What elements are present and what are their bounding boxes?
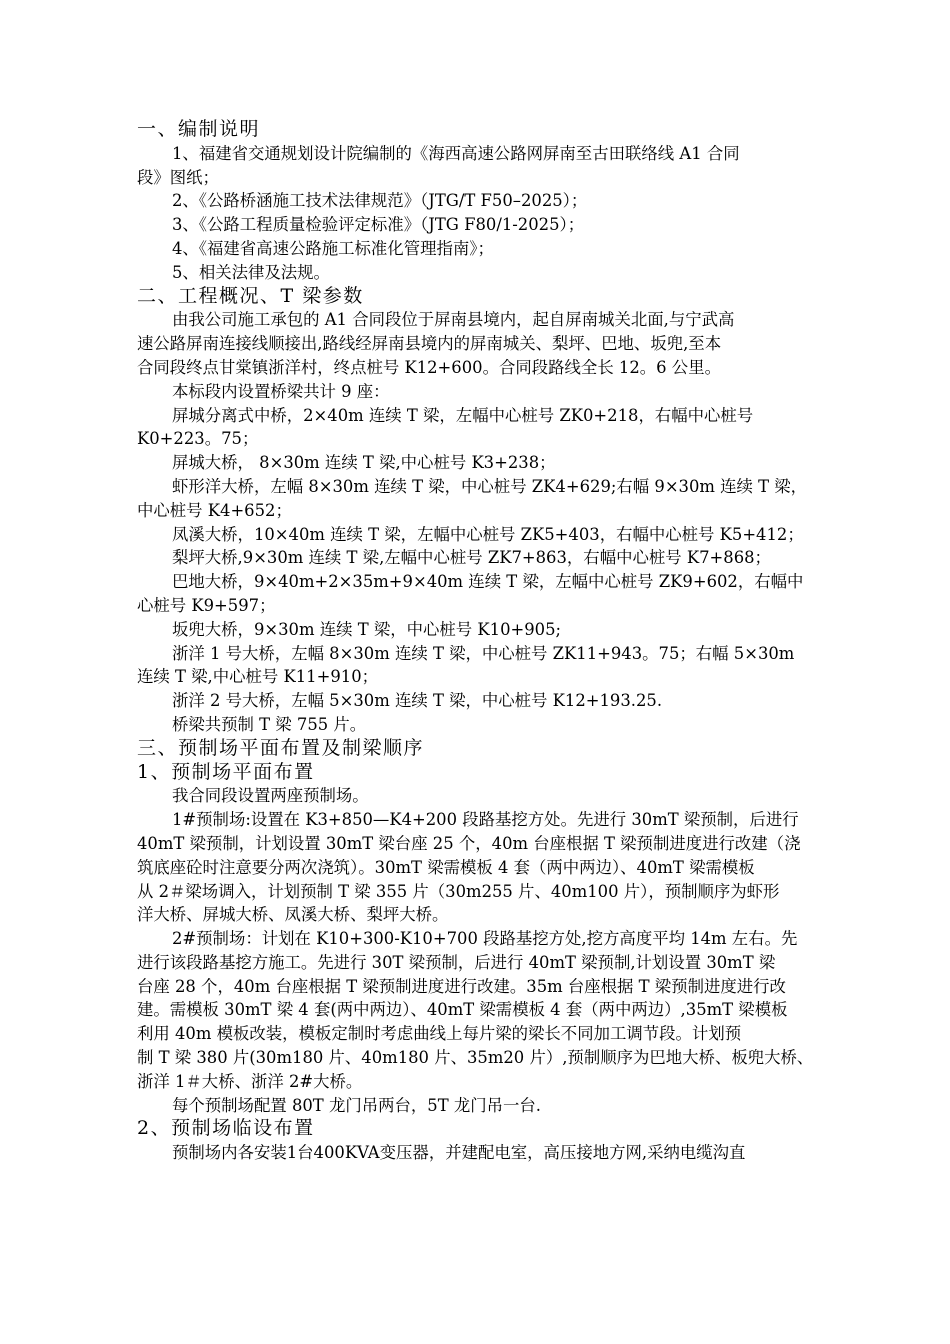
text-line: 每个预制场配置 80T 龙门吊两台，5T 龙门吊一台. <box>172 1095 542 1115</box>
text-line: 浙洋 1＃大桥、浙洋 2#大桥。 <box>137 1071 363 1091</box>
text-line: 心桩号 K9+597； <box>137 595 276 615</box>
text-line: 进行该段路基挖方施工。先进行 30T 梁预制，后进行 40mT 梁预制,计划设置 30mT 梁 <box>137 952 776 972</box>
text-line: 梨坪大桥,9×30m 连续 T 梁,左幅中心桩号 ZK7+863，右幅中心桩号 K7+868； <box>172 548 771 568</box>
text-line: 速公路屏南连接线顺接出,路线经屏南县境内的屏南城关、梨坪、巴地、坂兜,至本 <box>137 334 722 354</box>
text-line: 浙洋 1 号大桥，左幅 8×30m 连续 T 梁，中心桩号 ZK11+943。75；右幅 5×30m <box>172 643 795 663</box>
text-line: 2、《公路桥涵施工技术法律规范》（JTG/T F50–2025）； <box>172 191 588 211</box>
text-line: 40mT 梁预制，计划设置 30mT 梁台座 25 个，40m 台座根据 T 梁预制进度进行改建（浇 <box>137 833 801 853</box>
text-line: 4、《福建省高速公路施工标准化管理指南》； <box>172 238 494 258</box>
text-line: 利用 40m 模板改装，模板定制时考虑曲线上每片梁的梁长不同加工调节段。计划预 <box>137 1024 742 1044</box>
text-line: 凤溪大桥，10×40m 连续 T 梁，左幅中心桩号 ZK5+403，右幅中心桩号 K5+412； <box>172 524 804 544</box>
text-line: 从 2＃梁场调入，计划预制 T 梁 355 片（30m255 片、40m100 片），预制顺序为虾形 <box>137 881 780 901</box>
text-line: 建。需模板 30mT 梁 4 套(两中两边）、40mT 梁需模板 4 套（两中两边）,35mT 梁模板 <box>137 1000 788 1020</box>
section-heading: 2、预制场临设布置 <box>137 1117 315 1140</box>
text-line: 3、《公路工程质量检验评定标准》（JTG F80/1-2025）； <box>172 215 585 235</box>
section-heading: 二、工程概况、T 梁参数 <box>137 284 364 307</box>
text-line: 1、福建省交通规划设计院编制的《海西高速公路网屏南至古田联络线 A1 合同 <box>172 143 740 163</box>
text-line: 台座 28 个，40m 台座根据 T 梁预制进度进行改建。35m 台座根据 T 梁预制进度进行改 <box>137 976 786 996</box>
text-line: 制 T 梁 380 片(30m180 片、40m180 片、35m20 片）,预制顺序为巴地大桥、板兜大桥、 <box>137 1048 814 1068</box>
text-line: 由我公司施工承包的 A1 合同段位于屏南县境内，起自屏南城关北面,与宁武高 <box>172 310 735 330</box>
text-line: 屏城分离式中桥，2×40m 连续 T 梁，左幅中心桩号 ZK0+218，右幅中心桩号 <box>172 405 754 425</box>
text-line: K0+223。75； <box>137 429 259 449</box>
section-heading: 三、预制场平面布置及制梁顺序 <box>137 736 425 759</box>
text-line: 预制场内各安装1台400KVA变压器，并建配电室，高压接地方网,采纳电缆沟直 <box>172 1143 746 1163</box>
text-line: 合同段终点甘棠镇浙洋村，终点桩号 K12+600。合同段路线全长 12。6 公里。 <box>137 357 721 377</box>
text-line: 巴地大桥，9×40m+2×35m+9×40m 连续 T 梁，左幅中心桩号 ZK9+602，右幅中 <box>172 572 804 592</box>
text-line: 洋大桥、屏城大桥、凤溪大桥、梨坪大桥。 <box>137 905 449 925</box>
text-line: 桥梁共预制 T 梁 755 片。 <box>172 714 367 734</box>
text-line: 段》图纸； <box>137 167 219 187</box>
text-line: 虾形洋大桥，左幅 8×30m 连续 T 梁，中心桩号 ZK4+629;右幅 9×30m 连续 T 梁， <box>172 476 808 496</box>
text-line: 连续 T 梁,中心桩号 K11+910； <box>137 667 379 687</box>
text-line: 坂兜大桥，9×30m 连续 T 梁，中心桩号 K10+905; <box>172 619 562 639</box>
document-body <box>137 118 837 1165</box>
text-line: 中心桩号 K4+652； <box>137 500 292 520</box>
text-line: 屏城大桥， 8×30m 连续 T 梁,中心桩号 K3+238； <box>172 453 556 473</box>
text-line: 本标段内设置桥梁共计 9 座： <box>172 381 390 401</box>
text-line: 筑底座砼时注意要分两次浇筑）。30mT 梁需模板 4 套（两中两边）、40mT 梁需模板 <box>137 857 755 877</box>
text-line: 我合同段设置两座预制场。 <box>172 786 369 806</box>
text-line: 1#预制场:设置在 K3+850—K4+200 段路基挖方处。先进行 30mT 梁预制，后进行 <box>172 810 799 830</box>
section-heading: 1、预制场平面布置 <box>137 760 315 783</box>
text-line: 5、相关法律及法规。 <box>172 262 330 282</box>
text-line: 2#预制场：计划在 K10+300-K10+700 段路基挖方处,挖方高度平均 14m 左右。先 <box>172 929 798 949</box>
text-line: 浙洋 2 号大桥，左幅 5×30m 连续 T 梁，中心桩号 K12+193.25. <box>172 691 663 711</box>
section-heading: 一、编制说明 <box>137 118 261 140</box>
